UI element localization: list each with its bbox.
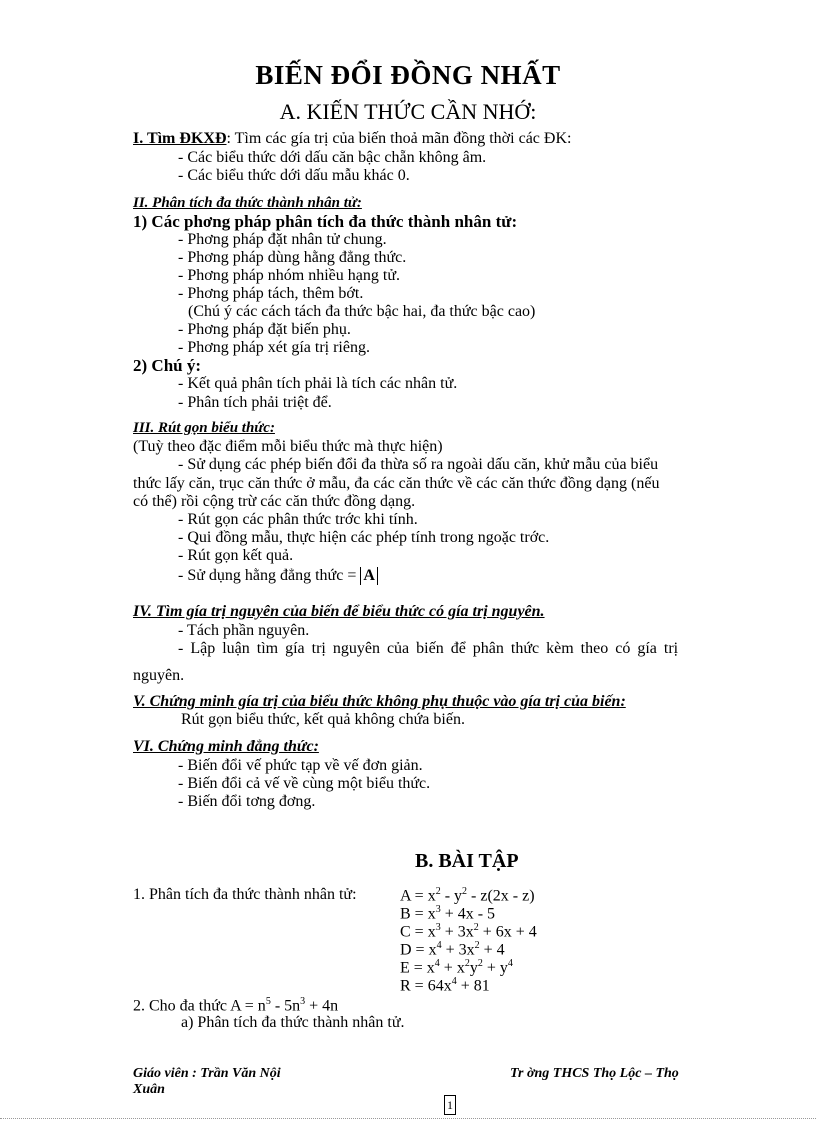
footer-teacher: Giáo viên : Trần Văn Nội bbox=[133, 1066, 281, 1081]
section-5-head: V. Chứng minh gía trị của biểu thức không phụ thuộc vào gía trị của biến: bbox=[133, 693, 626, 710]
list-item: - Phơng pháp tách, thêm bớt. bbox=[178, 285, 364, 302]
equation-r: $R = 64x^4 + 81$ bbox=[400, 976, 490, 995]
exercise-1-label: 1. Phân tích đa thức thành nhân tử: bbox=[133, 886, 357, 903]
footer-teacher-cont: Xuân bbox=[133, 1082, 165, 1097]
section-2-sub1: 1) Các phơng pháp phân tích đa thức thành nhân tử: bbox=[133, 212, 518, 231]
equation-c: $C = x^3 + 3x^2 + 6x + 4$ bbox=[400, 922, 537, 941]
exercise-2: 2. Cho đa thức $A = n^5 - 5n^3 + 4n$ bbox=[133, 996, 339, 1015]
paragraph-line: - Sử dụng các phép biến đổi đa thừa số ra ngoài dấu căn, khử mẫu của biểu bbox=[178, 456, 659, 473]
list-item: - Kết quả phân tích phải là tích các nhân tử. bbox=[178, 375, 458, 392]
list-item bbox=[178, 567, 378, 585]
absolute-value-formula: A bbox=[360, 567, 378, 585]
list-item: - Các biểu thức dới dấu mẫu khác 0. bbox=[178, 167, 410, 184]
section-2-head: II. Phân tích đa thức thành nhân tử: bbox=[133, 195, 362, 211]
list-item: - Biến đổi tơng đơng. bbox=[178, 793, 316, 810]
page-number: 1 bbox=[444, 1095, 456, 1115]
section-3-intro: (Tuỳ theo đặc điểm mỗi biểu thức mà thực hiện) bbox=[133, 438, 443, 455]
list-item: - Phơng pháp nhóm nhiều hạng tử. bbox=[178, 267, 400, 284]
identity-text: - Sử dụng hằng đẳng thức = bbox=[178, 567, 357, 584]
list-item: (Chú ý các cách tách đa thức bậc hai, đa thức bậc cao) bbox=[188, 303, 536, 320]
section-6-head: VI. Chứng minh đẳng thức: bbox=[133, 738, 319, 755]
section-5-text: Rút gọn biểu thức, kết quả không chứa biến. bbox=[181, 711, 465, 728]
equation-a: $A = x^2 - y^2 - z(2x - z)$ bbox=[400, 886, 535, 905]
list-item: - Rút gọn các phân thức trớc khi tính. bbox=[178, 511, 418, 528]
page-bottom-divider bbox=[0, 1118, 816, 1119]
list-item: - Phân tích phải triệt để. bbox=[178, 394, 332, 411]
list-item: - Biến đổi cả vế về cùng một biểu thức. bbox=[178, 775, 431, 792]
equation-d: $D = x^4 + 3x^2 + 4$ bbox=[400, 940, 505, 959]
paragraph-line: có thể) rồi cộng trừ các căn thức đồng dạng. bbox=[133, 493, 416, 510]
list-item: - Phơng pháp đặt nhân tử chung. bbox=[178, 231, 387, 248]
list-item: - Phơng pháp xét gía trị riêng. bbox=[178, 339, 370, 356]
section-1 bbox=[133, 130, 571, 148]
equation-b: $B = x^3 + 4x - 5$ bbox=[400, 904, 496, 923]
list-item-continued: nguyên. bbox=[133, 667, 185, 684]
document-title: BIẾN ĐỔI ĐỒNG NHẤT bbox=[255, 60, 561, 90]
list-item: - Qui đồng mẫu, thực hiện các phép tính trong ngoặc trớc. bbox=[178, 529, 550, 546]
list-item: - Các biểu thức dới dấu căn bậc chẵn không âm. bbox=[178, 149, 487, 166]
section-3-head: III. Rút gọn biểu thức: bbox=[133, 420, 275, 436]
section-4-head: IV. Tìm gía trị nguyên của biến để biểu thức có gía trị nguyên. bbox=[133, 603, 545, 620]
list-item: - Tách phần nguyên. bbox=[178, 622, 310, 639]
section-b-title: B. BÀI TẬP bbox=[415, 850, 519, 872]
section-2-sub2: 2) Chú ý: bbox=[133, 356, 202, 375]
section-a-title: A. KIẾN THỨC CẦN NHỚ: bbox=[279, 99, 537, 124]
footer-school: Tr ờng THCS Thọ Lộc – Thọ bbox=[510, 1066, 679, 1081]
list-item: - Lập luận tìm gía trị nguyên của biến để phân thức kèm theo có gía trị bbox=[178, 640, 679, 657]
paragraph-line: thức lấy căn, trục căn thức ở mẫu, đa các căn thức về các căn thức đồng dạng (nếu bbox=[133, 475, 660, 492]
list-item: - Phơng pháp dùng hằng đẳng thức. bbox=[178, 249, 407, 266]
equation-e: $E = x^4 + x^2y^2 + y^4$ bbox=[400, 958, 513, 977]
list-item: - Phơng pháp đặt biến phụ. bbox=[178, 321, 351, 338]
list-item: - Rút gọn kết quả. bbox=[178, 547, 294, 564]
section-1-intro: : Tìm các gía trị của biến thoả mãn đồng thời các ĐK: bbox=[226, 130, 572, 147]
section-1-head: I. Tìm ĐKXĐ bbox=[133, 130, 227, 147]
list-item: - Biến đổi vế phức tạp về vế đơn giản. bbox=[178, 757, 423, 774]
exercise-2a: a) Phân tích đa thức thành nhân tử. bbox=[181, 1014, 405, 1031]
